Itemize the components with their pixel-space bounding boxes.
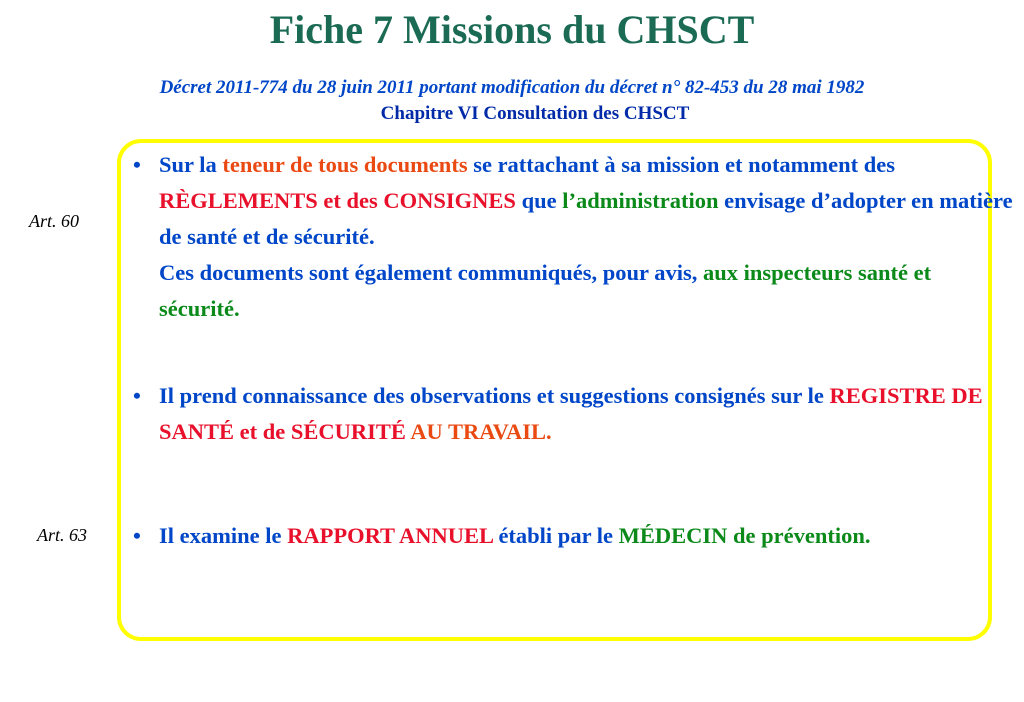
text-run: que <box>515 188 563 213</box>
text-run: Il examine le <box>159 523 288 548</box>
decree-reference: Décret 2011-774 du 28 juin 2011 portant modification du décret n° 82-453 du 28 mai 1982 <box>159 77 865 98</box>
bullet-text <box>159 378 1013 450</box>
text-emphasis: RÈGLEMENTS et des CONSIGNES <box>159 188 516 213</box>
article-60-label: Art. 60 <box>29 211 80 231</box>
article-63-label: Art. 63 <box>37 525 88 545</box>
bullet-marker: • <box>133 152 141 177</box>
bullet-text <box>159 518 1013 554</box>
bullet-rapport <box>133 518 1013 554</box>
text-emphasis: RAPPORT ANNUEL <box>287 523 493 548</box>
bullet-marker: • <box>133 523 141 548</box>
bullet-marker: • <box>133 383 141 408</box>
bullet-documents <box>133 147 1013 327</box>
bullet-text <box>159 147 1013 327</box>
text-emphasis: teneur de tous documents <box>222 152 468 177</box>
bullet-registre <box>133 378 1013 450</box>
text-run: se rattachant à sa mission et notamment des <box>467 152 896 177</box>
text-run: établi par le <box>492 523 619 548</box>
chapter-heading: Chapitre VI Consultation des CHSCT <box>380 103 690 124</box>
text-emphasis: aux inspecteurs santé et sécurité. <box>159 260 932 321</box>
text-run: Ces documents sont également communiqués, pour avis, <box>159 260 703 285</box>
text-emphasis: l’administration <box>562 188 719 213</box>
text-run: Il prend connaissance des observations et suggestions consignés sur le <box>159 383 830 408</box>
text-emphasis: MÉDECIN de prévention. <box>618 523 871 548</box>
text-emphasis: AU TRAVAIL. <box>410 419 552 444</box>
text-emphasis: REGISTRE DE SANTÉ et de SÉCURITÉ <box>159 383 983 444</box>
page-title: Fiche 7 Missions du CHSCT <box>269 7 755 52</box>
text-run: envisage d’adopter en matière de santé et de sécurité. <box>159 188 1013 249</box>
text-run: Sur la <box>159 152 223 177</box>
